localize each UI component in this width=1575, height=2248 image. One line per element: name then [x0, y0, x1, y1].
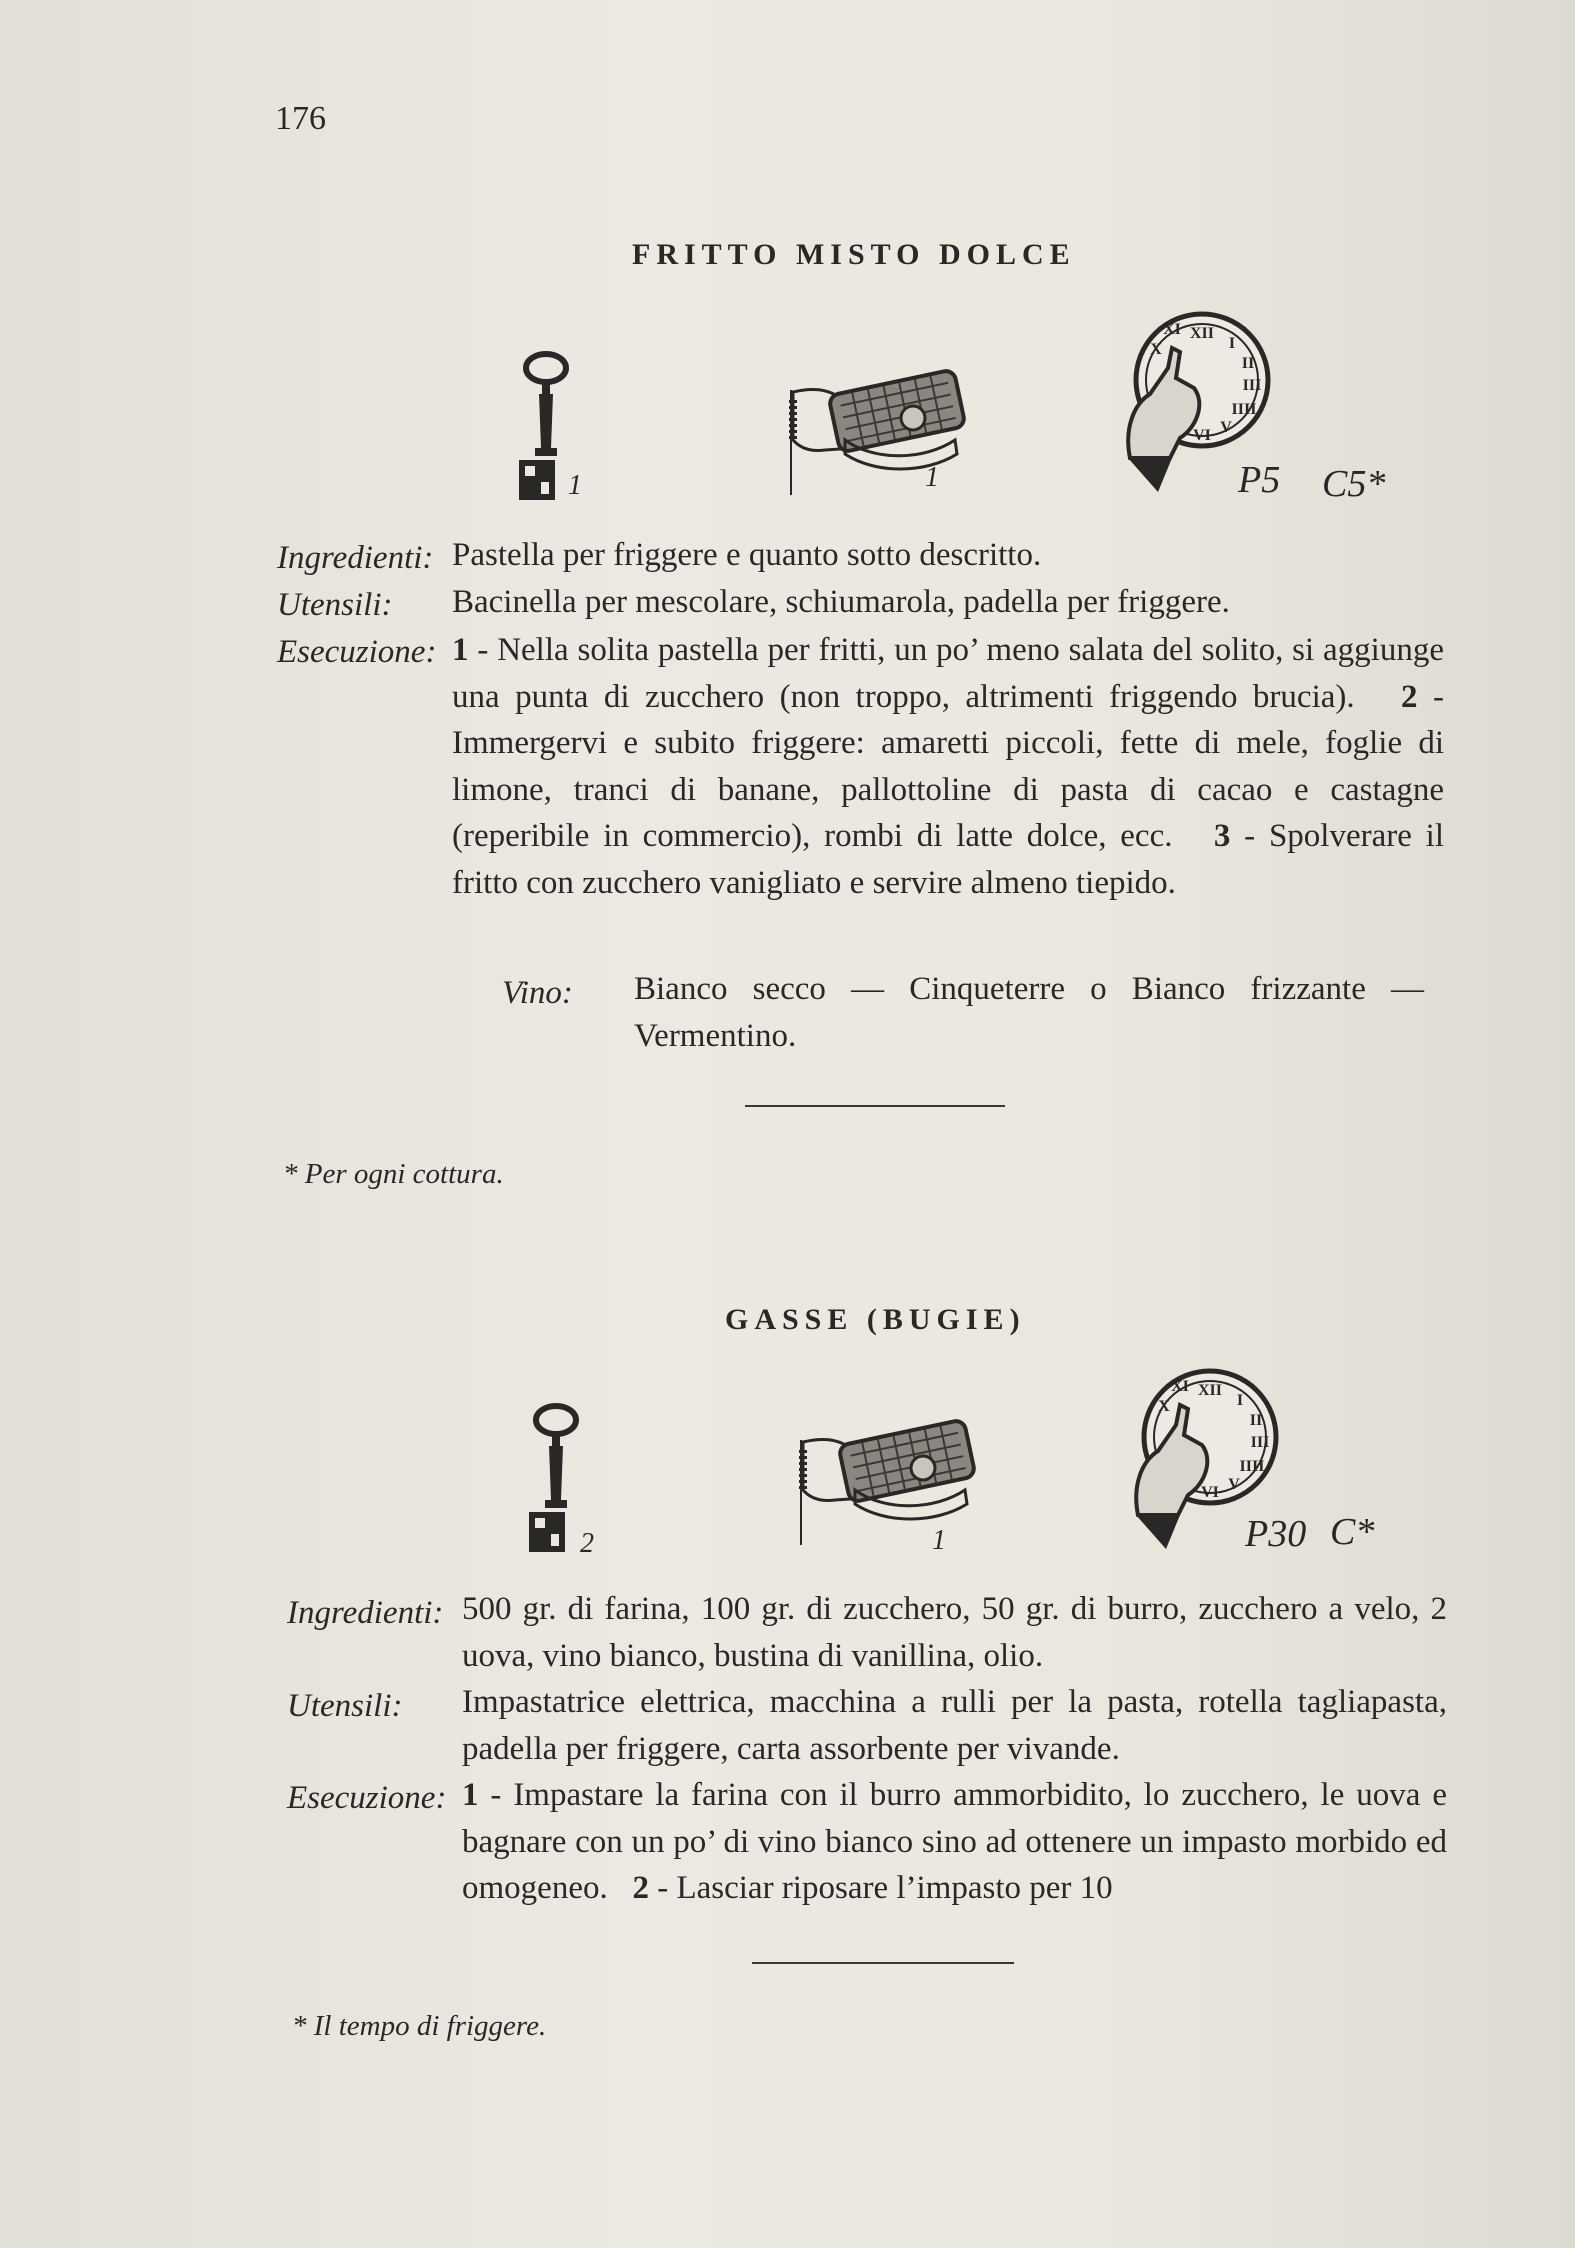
prep-time: P30	[1245, 1513, 1307, 1555]
recipe-title: GASSE (BUGIE)	[725, 1303, 1026, 1336]
svg-text:II: II	[1241, 355, 1255, 372]
divider	[752, 1962, 1014, 1964]
svg-text:III: III	[1250, 1434, 1270, 1451]
recipe-title: FRITTO MISTO DOLCE	[632, 238, 1076, 271]
footnote: * Il tempo di friggere.	[292, 2010, 547, 2042]
esecuzione-text: 1 - Nella solita pastella per fritti, un po’ meno salata del solito, si aggiunge una punta di zucchero (non troppo, altrimenti friggendo brucia). 2 - Immergervi e subito friggere: amaretti piccoli, fette di mele, foglie di limone, tranci di banane, pallottoline di pasta di cacao e castagne (reperibile in commercio), rombi di latte dolce, ecc. 3 - Spolverare il fritto con zucchero vanigliato e servire almeno tiepido.	[452, 632, 1445, 901]
step-text: Spolverare il fritto con zucchero vanigliato e servire almeno tiepido.	[452, 818, 1445, 901]
esecuzione-label: Esecuzione:	[277, 634, 437, 670]
cook-time: C5*	[1322, 463, 1386, 505]
vino-label: Vino:	[502, 975, 573, 1011]
svg-text:IIII: IIII	[1231, 401, 1257, 418]
vino-text: Bianco secco — Cinqueterre o Bianco frizzante — Vermentino.	[634, 971, 1424, 1054]
svg-text:X: X	[1158, 1398, 1170, 1415]
key-icon	[515, 348, 575, 508]
svg-text:I: I	[1236, 1392, 1244, 1409]
svg-text:VI: VI	[1193, 427, 1211, 444]
step-number: 3	[1213, 818, 1231, 854]
key-count: 2	[580, 1528, 594, 1559]
svg-text:XII: XII	[1189, 325, 1215, 342]
key-count: 1	[568, 470, 582, 501]
step-number: 2	[632, 1870, 649, 1906]
svg-text:III: III	[1242, 377, 1262, 394]
ingredienti-label: Ingredienti:	[287, 1595, 444, 1631]
svg-text:X: X	[1150, 341, 1162, 358]
utensili-label: Utensili:	[287, 1688, 403, 1724]
wallet-count: 1	[932, 1525, 946, 1556]
step-text: Nella solita pastella per fritti, un po’ meno salata del solito, si aggiunge una punta di zucchero (non troppo, altrimenti friggendo brucia).	[452, 632, 1444, 715]
svg-text:V: V	[1220, 419, 1232, 436]
svg-text:XI: XI	[1163, 321, 1181, 338]
utensili-text: Impastatrice elettrica, macchina a rulli per la pasta, rotella tagliapasta, padella per friggere, carta assorbente per vivande.	[462, 1684, 1447, 1767]
svg-text:I: I	[1228, 335, 1236, 352]
svg-text:V: V	[1228, 1476, 1240, 1493]
wallet-hand-icon	[785, 370, 985, 495]
cook-time: C*	[1330, 1511, 1375, 1553]
page-number: 176	[275, 100, 326, 137]
divider	[745, 1105, 1005, 1107]
ingredienti-text: Pastella per friggere e quanto sotto descritto.	[452, 537, 1042, 573]
esecuzione-label: Esecuzione:	[287, 1780, 447, 1816]
step-text: Immergervi e subito friggere: amaretti piccoli, fette di mele, foglie di limone, tranci di banane, pallottoline di pasta di cacao e castagne (reperibile in commercio), rombi di latte dolce, ecc.	[452, 725, 1444, 854]
utensili-text: Bacinella per mescolare, schiumarola, padella per friggere.	[452, 584, 1230, 620]
wallet-count: 1	[925, 462, 939, 493]
ingredienti-label: Ingredienti:	[277, 540, 434, 576]
svg-text:XII: XII	[1197, 1382, 1223, 1399]
svg-text:VI: VI	[1201, 1484, 1219, 1501]
step-text: Impastare la farina con il burro ammorbidito, lo zucchero, le uova e bagnare con un po’ di vino bianco sino ad ottenere un impasto morbido ed omogeneo.	[462, 1777, 1447, 1906]
svg-text:XI: XI	[1171, 1378, 1189, 1395]
step-text: Lasciar riposare l’impasto per 10	[676, 1870, 1113, 1906]
key-icon	[525, 1400, 585, 1560]
wallet-hand-icon	[795, 1420, 995, 1545]
ingredienti-text: 500 gr. di farina, 100 gr. di zucchero, 50 gr. di burro, zucchero a velo, 2 uova, vino bianco, bustina di vanillina, olio.	[462, 1591, 1447, 1674]
step-number: 1	[452, 632, 469, 668]
footnote: * Per ogni cottura.	[283, 1158, 504, 1190]
step-number: 2	[1401, 678, 1418, 715]
svg-text:IIII: IIII	[1239, 1458, 1265, 1475]
svg-text:II: II	[1249, 1412, 1263, 1429]
prep-time: P5	[1238, 459, 1281, 501]
esecuzione-text: 1 - Impastare la farina con il burro ammorbidito, lo zucchero, le uova e bagnare con un po’ di vino bianco sino ad ottenere un impasto morbido ed omogeneo. 2 - Lasciar riposare l’impasto per 10	[462, 1777, 1447, 1906]
step-number: 1	[462, 1777, 479, 1813]
utensili-label: Utensili:	[277, 587, 393, 623]
